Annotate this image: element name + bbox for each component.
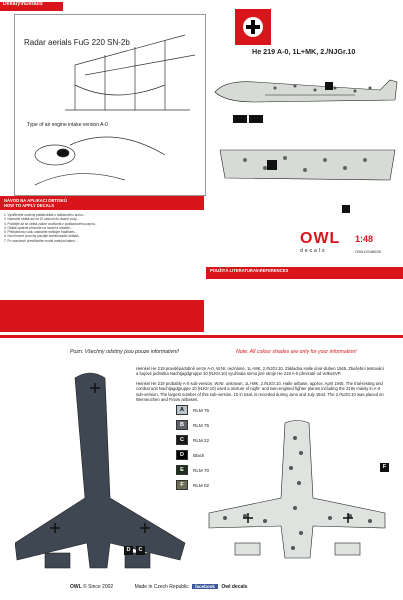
note-line: 3. Počkejte až se obtisk začne uvolňovat z podkladového papíru... bbox=[4, 221, 98, 226]
note-line: 7. Po zaschnutí přestříkněte model matným lakem... bbox=[4, 238, 78, 243]
footer-since: Since 2002 bbox=[88, 584, 114, 590]
footer-made: Made in Czech Republic bbox=[134, 584, 189, 590]
note-line: 5. Přebytečnou vodu odstraňte měkkým hadříkem... bbox=[4, 230, 77, 235]
details-tag: Dekály\nDetails bbox=[0, 2, 63, 11]
red-footer-band bbox=[0, 300, 204, 332]
swatch-label: RLM 22 bbox=[193, 437, 210, 443]
owl-logo-sub: decals bbox=[300, 248, 327, 254]
swatch-label: RLM 76 bbox=[193, 407, 210, 413]
aircraft-profiles bbox=[205, 60, 403, 230]
colour-warning-en: Note: All colour shades are only for your information! bbox=[236, 349, 357, 355]
note-line: 1. Vystřihněte zvolený potisk/obtisk z obtiskového archu... bbox=[4, 213, 86, 217]
letter-f: F bbox=[380, 463, 389, 472]
camo-aircraft-underside bbox=[205, 418, 390, 583]
swatch-label: RLM 75 bbox=[193, 422, 210, 428]
notes-heading-en: HOW TO APPLY DECALS bbox=[4, 203, 55, 208]
swatch-label: RLM 70 bbox=[193, 467, 210, 473]
footer-owl-decals: Owl decals bbox=[221, 584, 248, 590]
back-cover bbox=[0, 335, 403, 600]
swatch-chip: F bbox=[176, 480, 188, 490]
note-line: 4. Obtisk opatrně přesuňte na model a uhlaďte... bbox=[4, 225, 73, 230]
description-cz: Heinkel He 219 pravděpodobně verze A-0, W.Nr. neznámé, 1L+MK, 2./NJGr.10. Základna Halle únor-duben 1945. Zkušební testování a bojové jednotka Nachtjagdgruppe 10 (NJGr.10) využívala mimo jiné stroje He 219 A-0 převzaté od velkoSVP. bbox=[136, 366, 384, 377]
footer-owl: OWL bbox=[70, 584, 82, 590]
balkenkreuz-icon bbox=[235, 9, 271, 45]
note-line: 6. Na nerovné povrchy použijte změkčovadlo obtisků... bbox=[4, 234, 82, 239]
scale-label: 1:48 bbox=[355, 234, 374, 244]
swatch-a bbox=[176, 404, 240, 416]
swatch-chip: C bbox=[176, 435, 188, 445]
owl-logo bbox=[300, 230, 350, 252]
swatch-chip: E bbox=[176, 465, 188, 475]
swatch-label: Black bbox=[193, 452, 205, 458]
references-heading: POUŽITÁ LITERATURA\nREFERENCES bbox=[206, 267, 403, 279]
owl-logo-text: OWL bbox=[300, 230, 341, 247]
notes-heading bbox=[0, 196, 204, 210]
colour-warning-cz: Pozn. Všechny odstíny jsou pouze informativní! bbox=[70, 349, 179, 355]
swatch-chip: A bbox=[176, 405, 188, 415]
swatch-label: RLM 02 bbox=[193, 482, 210, 488]
flag-emblem bbox=[235, 9, 271, 45]
facebook-icon[interactable]: facebook bbox=[192, 584, 218, 589]
description-en: Heinkel He 219 probably A-0 sub-version, W.Nr. unknown, 1L+MK, 2./NJGr.10. Halle airbase, approx. April 1945. The trial-testing and combat unit Nachtjagdgruppe 10 (NJGr.10) used a mixture of night- and twin-engined fighter planes including the 219s mainly in A-0 sub-version. The largest number of this sub-version, 10 in total, is recorded during June and July 1944. The 2./NJGr.10 was placed on Werneuchen and Finow airbases. bbox=[136, 380, 384, 403]
catalog-number: OWLDS48035 bbox=[355, 249, 381, 254]
letter-c: C bbox=[136, 546, 145, 555]
swatch-chip: D bbox=[176, 450, 188, 460]
aircraft-title: He 219 A-0, 1L+MK, 2./NJGr.10 bbox=[252, 47, 356, 56]
notes-heading-cz: NÁVOD NA APLIKACI OBTISKŮ bbox=[4, 198, 67, 203]
application-notes bbox=[4, 213, 201, 301]
note-line: 2. Namočte obtisk asi na 10 sekund do vlažné vody... bbox=[4, 217, 80, 222]
letter-d: D bbox=[124, 546, 133, 555]
swatch-chip: B bbox=[176, 420, 188, 430]
detail-title: Radar aerials FuG 220 SN-2b bbox=[24, 38, 130, 47]
footer: OWL © Since 2002 Made in Czech Republic facebook Owl decals bbox=[70, 584, 248, 590]
dark-aircraft-topview bbox=[15, 368, 200, 583]
inset-label: Type of air engine intake version A-0 bbox=[27, 122, 108, 128]
